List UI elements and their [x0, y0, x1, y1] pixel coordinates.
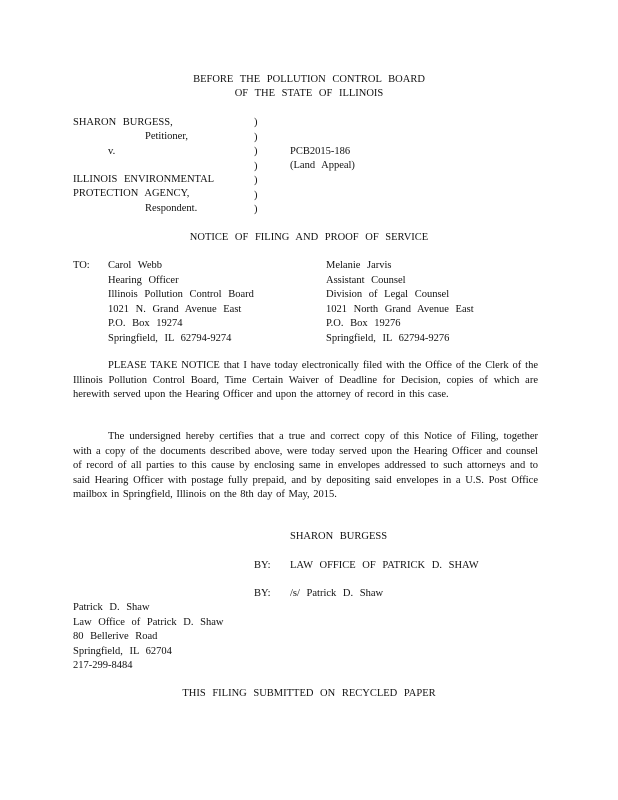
respondent-line2: PROTECTION AGENCY,	[73, 188, 190, 199]
attorney-line: Law Office of Patrick D. Shaw	[73, 616, 224, 628]
recipient-line: Hearing Officer	[108, 274, 179, 286]
attorney-line: 80 Bellerive Road	[73, 631, 158, 642]
attorney-contact-block	[73, 601, 223, 674]
recipient-line: Illinois Pollution Control Board	[108, 289, 254, 300]
recipient-line: Springfield, IL 62794-9274	[108, 332, 232, 344]
attorney-line: 217-299-8484	[73, 660, 133, 671]
notice-paragraph-text: PLEASE TAKE NOTICE that I have today electronically filed with the Office of the Clerk of the Illinois Pollution Control Board, Time Certain Waiver of Deadline for Decision, copies of which are herewith served upon the Hearing Officer and upon the attorney of record in this case.	[73, 360, 538, 400]
respondent-role: Respondent.	[145, 203, 198, 214]
caption-parentheses	[254, 116, 258, 218]
board-heading-line1: BEFORE THE POLLUTION CONTROL BOARD	[193, 74, 425, 85]
paren: )	[254, 117, 258, 128]
signature-party: SHARON BURGESS	[290, 531, 388, 542]
to-label: TO:	[73, 260, 90, 271]
versus-label: v.	[108, 146, 116, 157]
paren: )	[254, 160, 258, 172]
by-label: BY:	[254, 560, 271, 571]
certification-paragraph	[73, 430, 538, 503]
recipient-line: Carol Webb	[108, 260, 162, 271]
petitioner-name: SHARON BURGESS,	[73, 117, 173, 128]
document-title: NOTICE OF FILING AND PROOF OF SERVICE	[189, 232, 429, 243]
board-heading-line2: OF THE STATE OF ILLINOIS	[234, 88, 384, 99]
respondent-line1: ILLINOIS ENVIRONMENTAL	[73, 174, 215, 185]
recycled-paper-footer: THIS FILING SUBMITTED ON RECYCLED PAPER	[182, 688, 436, 699]
case-type: (Land Appeal)	[290, 160, 355, 171]
case-number: PCB2015-186	[290, 146, 351, 157]
recipient-line: Melanie Jarvis	[326, 260, 392, 271]
recipient-line: 1021 North Grand Avenue East	[326, 303, 474, 315]
recipient-line: P.O. Box 19276	[326, 318, 401, 329]
recipient-line: 1021 N. Grand Avenue East	[108, 303, 242, 315]
notice-paragraph	[73, 359, 538, 403]
recipient-line: Division of Legal Counsel	[326, 289, 450, 300]
recipient-line: Assistant Counsel	[326, 274, 406, 286]
paren: )	[254, 189, 258, 201]
by-label: BY:	[254, 588, 271, 599]
recipient-line: P.O. Box 19274	[108, 318, 183, 329]
recipient-block-hearing-officer	[108, 259, 254, 346]
paren: )	[254, 146, 258, 157]
attorney-line: Springfield, IL 62704	[73, 645, 172, 657]
paren: )	[254, 131, 258, 143]
paren: )	[254, 204, 258, 215]
electronic-signature: /s/ Patrick D. Shaw	[290, 588, 384, 599]
recipient-line: Springfield, IL 62794-9276	[326, 332, 450, 344]
petitioner-role: Petitioner,	[145, 131, 189, 142]
signature-firm: LAW OFFICE OF PATRICK D. SHAW	[290, 560, 479, 571]
certification-paragraph-text: The undersigned hereby certifies that a true and correct copy of this Notice of Filing, together with a copy of the documents described above, were today served upon the Hearing Officer and counsel of record of all parties to this cause by enclosing same in envelopes addressed to such attorneys and to said Hearing Officer with postage fully prepaid, and by depositing said envelopes in a U.S. Post Office mailbox in Springfield, Illinois on the 8th day of May, 2015.	[73, 431, 538, 500]
attorney-line: Patrick D. Shaw	[73, 602, 150, 613]
recipient-block-counsel	[326, 259, 474, 346]
paren: )	[254, 175, 258, 186]
